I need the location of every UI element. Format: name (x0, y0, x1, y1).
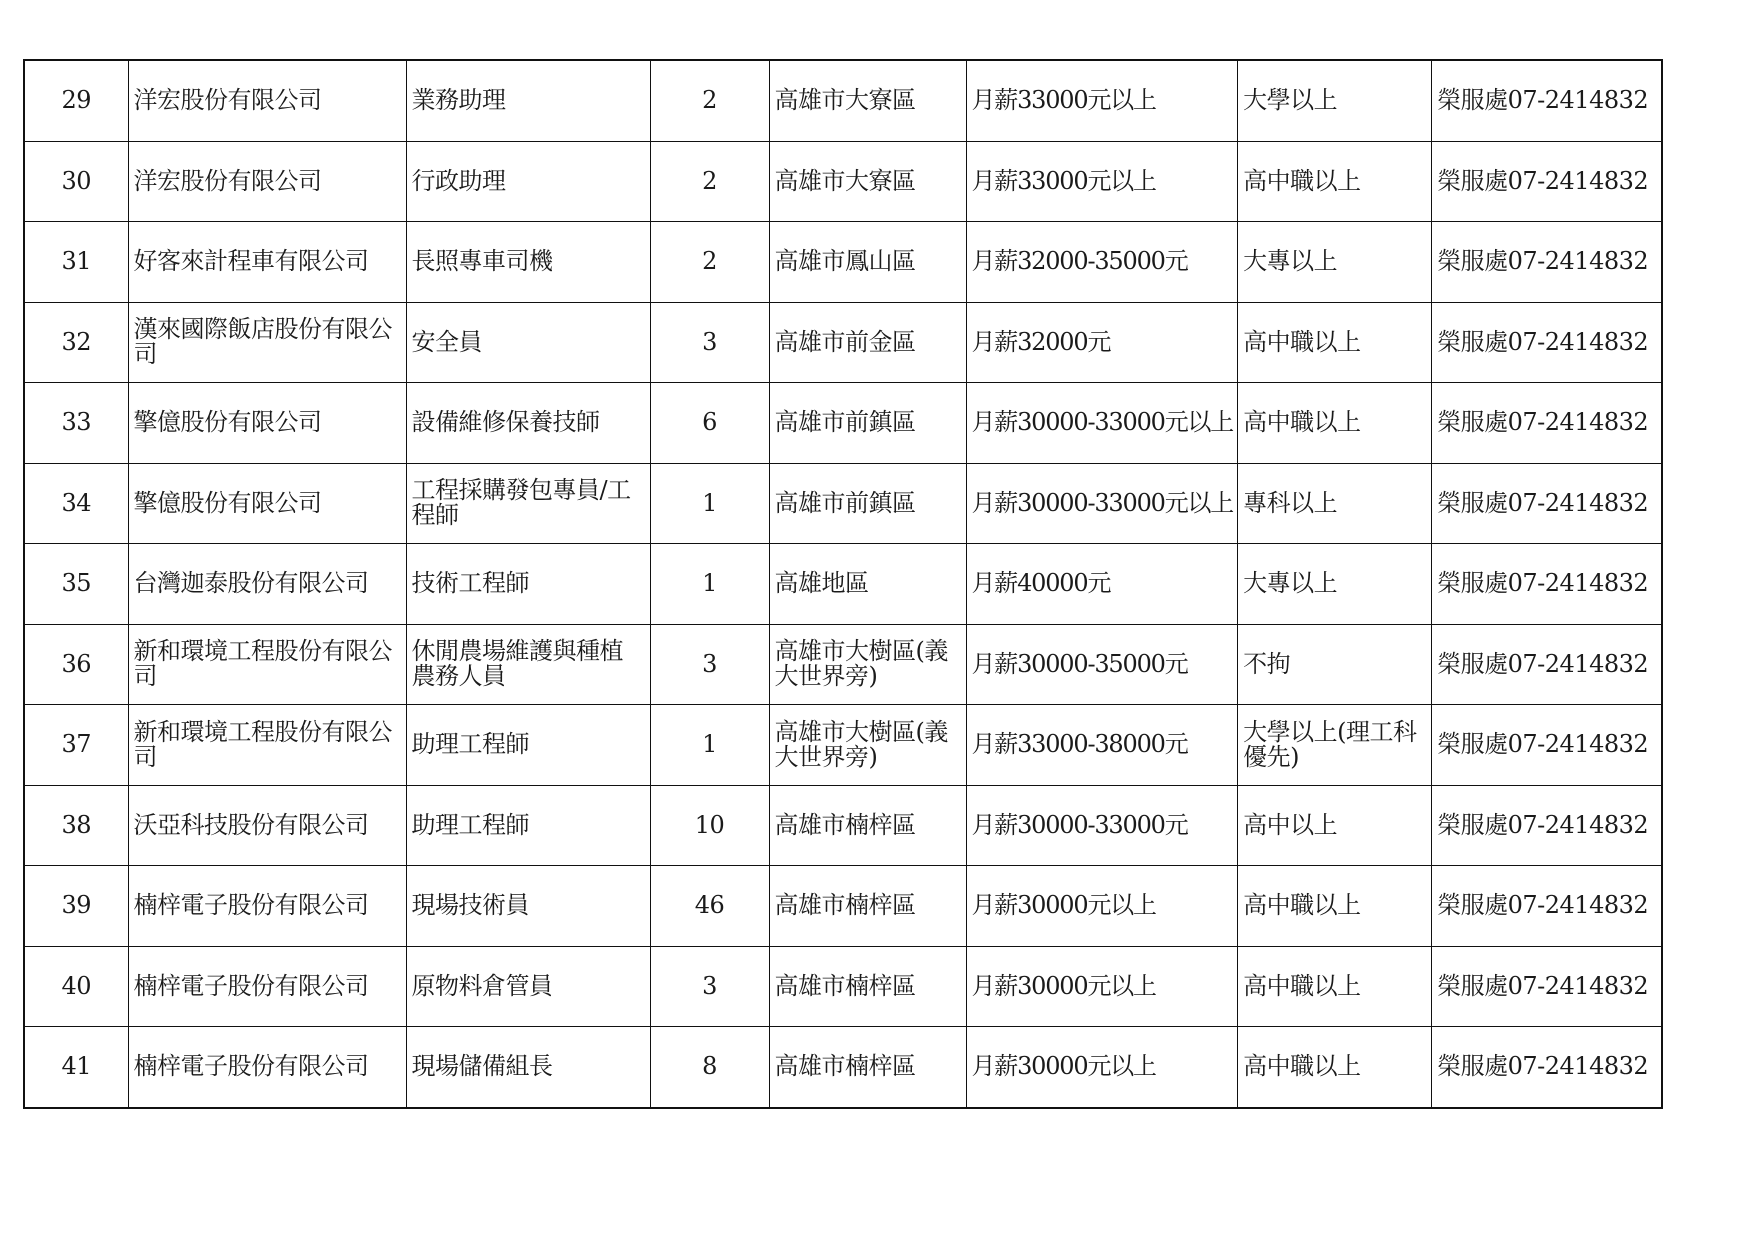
job-title-cell: 長照專車司機 (406, 222, 650, 303)
table-row (24, 1027, 1662, 1108)
contact-cell: 榮服處07-2414832 (1432, 946, 1662, 1027)
table-body (24, 60, 1662, 1108)
row-number-cell: 32 (24, 302, 128, 383)
location-cell: 高雄市大寮區 (769, 60, 966, 141)
education-cell: 專科以上 (1238, 463, 1432, 544)
location-cell: 高雄市楠梓區 (769, 1027, 966, 1108)
education-cell: 高中職以上 (1238, 946, 1432, 1027)
row-number-cell: 36 (24, 624, 128, 705)
education-cell: 大學以上(理工科優先) (1238, 705, 1432, 786)
contact-cell: 榮服處07-2414832 (1432, 624, 1662, 705)
education-cell: 高中以上 (1238, 785, 1432, 866)
row-number-cell: 35 (24, 544, 128, 625)
job-title-cell: 現場儲備組長 (406, 1027, 650, 1108)
row-number-cell: 34 (24, 463, 128, 544)
row-number-cell: 29 (24, 60, 128, 141)
table-row (24, 60, 1662, 141)
openings-cell: 3 (650, 302, 769, 383)
salary-cell: 月薪30000元以上 (966, 1027, 1238, 1108)
table-row (24, 624, 1662, 705)
row-number-cell: 37 (24, 705, 128, 786)
table-row (24, 946, 1662, 1027)
openings-cell: 3 (650, 624, 769, 705)
row-number-cell: 39 (24, 866, 128, 947)
company-cell: 漢來國際飯店股份有限公司 (128, 302, 406, 383)
salary-cell: 月薪33000元以上 (966, 60, 1238, 141)
openings-cell: 1 (650, 705, 769, 786)
location-cell: 高雄市大樹區(義大世界旁) (769, 624, 966, 705)
job-title-cell: 原物料倉管員 (406, 946, 650, 1027)
openings-cell: 46 (650, 866, 769, 947)
salary-cell: 月薪30000元以上 (966, 866, 1238, 947)
table-row (24, 544, 1662, 625)
company-cell: 楠梓電子股份有限公司 (128, 1027, 406, 1108)
table-row (24, 141, 1662, 222)
openings-cell: 2 (650, 60, 769, 141)
location-cell: 高雄市楠梓區 (769, 946, 966, 1027)
salary-cell: 月薪30000-33000元 (966, 785, 1238, 866)
contact-cell: 榮服處07-2414832 (1432, 60, 1662, 141)
table-row (24, 302, 1662, 383)
job-title-cell: 技術工程師 (406, 544, 650, 625)
contact-cell: 榮服處07-2414832 (1432, 463, 1662, 544)
salary-cell: 月薪33000-38000元 (966, 705, 1238, 786)
company-cell: 洋宏股份有限公司 (128, 60, 406, 141)
table-row (24, 866, 1662, 947)
openings-cell: 3 (650, 946, 769, 1027)
openings-cell: 6 (650, 383, 769, 464)
openings-cell: 10 (650, 785, 769, 866)
education-cell: 高中職以上 (1238, 866, 1432, 947)
contact-cell: 榮服處07-2414832 (1432, 383, 1662, 464)
job-title-cell: 工程採購發包專員/工程師 (406, 463, 650, 544)
table-row (24, 705, 1662, 786)
job-title-cell: 業務助理 (406, 60, 650, 141)
location-cell: 高雄市大樹區(義大世界旁) (769, 705, 966, 786)
education-cell: 大專以上 (1238, 222, 1432, 303)
education-cell: 大專以上 (1238, 544, 1432, 625)
job-title-cell: 休閒農場維護與種植農務人員 (406, 624, 650, 705)
job-title-cell: 安全員 (406, 302, 650, 383)
table-row (24, 383, 1662, 464)
table-row (24, 785, 1662, 866)
location-cell: 高雄市前鎮區 (769, 463, 966, 544)
row-number-cell: 40 (24, 946, 128, 1027)
location-cell: 高雄市前鎮區 (769, 383, 966, 464)
contact-cell: 榮服處07-2414832 (1432, 544, 1662, 625)
openings-cell: 2 (650, 222, 769, 303)
company-cell: 楠梓電子股份有限公司 (128, 946, 406, 1027)
table-row (24, 222, 1662, 303)
education-cell: 大學以上 (1238, 60, 1432, 141)
job-title-cell: 行政助理 (406, 141, 650, 222)
education-cell: 不拘 (1238, 624, 1432, 705)
salary-cell: 月薪30000元以上 (966, 946, 1238, 1027)
salary-cell: 月薪33000元以上 (966, 141, 1238, 222)
job-title-cell: 現場技術員 (406, 866, 650, 947)
contact-cell: 榮服處07-2414832 (1432, 222, 1662, 303)
location-cell: 高雄市大寮區 (769, 141, 966, 222)
company-cell: 沃亞科技股份有限公司 (128, 785, 406, 866)
company-cell: 新和環境工程股份有限公司 (128, 624, 406, 705)
row-number-cell: 31 (24, 222, 128, 303)
row-number-cell: 33 (24, 383, 128, 464)
contact-cell: 榮服處07-2414832 (1432, 785, 1662, 866)
salary-cell: 月薪30000-33000元以上 (966, 383, 1238, 464)
location-cell: 高雄市楠梓區 (769, 785, 966, 866)
salary-cell: 月薪32000-35000元 (966, 222, 1238, 303)
salary-cell: 月薪40000元 (966, 544, 1238, 625)
location-cell: 高雄市楠梓區 (769, 866, 966, 947)
education-cell: 高中職以上 (1238, 383, 1432, 464)
company-cell: 好客來計程車有限公司 (128, 222, 406, 303)
company-cell: 台灣迦泰股份有限公司 (128, 544, 406, 625)
openings-cell: 1 (650, 544, 769, 625)
company-cell: 楠梓電子股份有限公司 (128, 866, 406, 947)
company-cell: 擎億股份有限公司 (128, 383, 406, 464)
education-cell: 高中職以上 (1238, 1027, 1432, 1108)
row-number-cell: 30 (24, 141, 128, 222)
company-cell: 新和環境工程股份有限公司 (128, 705, 406, 786)
location-cell: 高雄市鳳山區 (769, 222, 966, 303)
contact-cell: 榮服處07-2414832 (1432, 141, 1662, 222)
openings-cell: 2 (650, 141, 769, 222)
table-row (24, 463, 1662, 544)
location-cell: 高雄市前金區 (769, 302, 966, 383)
salary-cell: 月薪30000-35000元 (966, 624, 1238, 705)
education-cell: 高中職以上 (1238, 302, 1432, 383)
job-title-cell: 助理工程師 (406, 785, 650, 866)
company-cell: 洋宏股份有限公司 (128, 141, 406, 222)
contact-cell: 榮服處07-2414832 (1432, 1027, 1662, 1108)
contact-cell: 榮服處07-2414832 (1432, 302, 1662, 383)
company-cell: 擎億股份有限公司 (128, 463, 406, 544)
salary-cell: 月薪30000-33000元以上 (966, 463, 1238, 544)
salary-cell: 月薪32000元 (966, 302, 1238, 383)
location-cell: 高雄地區 (769, 544, 966, 625)
job-title-cell: 設備維修保養技師 (406, 383, 650, 464)
contact-cell: 榮服處07-2414832 (1432, 705, 1662, 786)
contact-cell: 榮服處07-2414832 (1432, 866, 1662, 947)
row-number-cell: 41 (24, 1027, 128, 1108)
openings-cell: 1 (650, 463, 769, 544)
row-number-cell: 38 (24, 785, 128, 866)
education-cell: 高中職以上 (1238, 141, 1432, 222)
job-title-cell: 助理工程師 (406, 705, 650, 786)
job-listing-table (23, 59, 1663, 1109)
openings-cell: 8 (650, 1027, 769, 1108)
